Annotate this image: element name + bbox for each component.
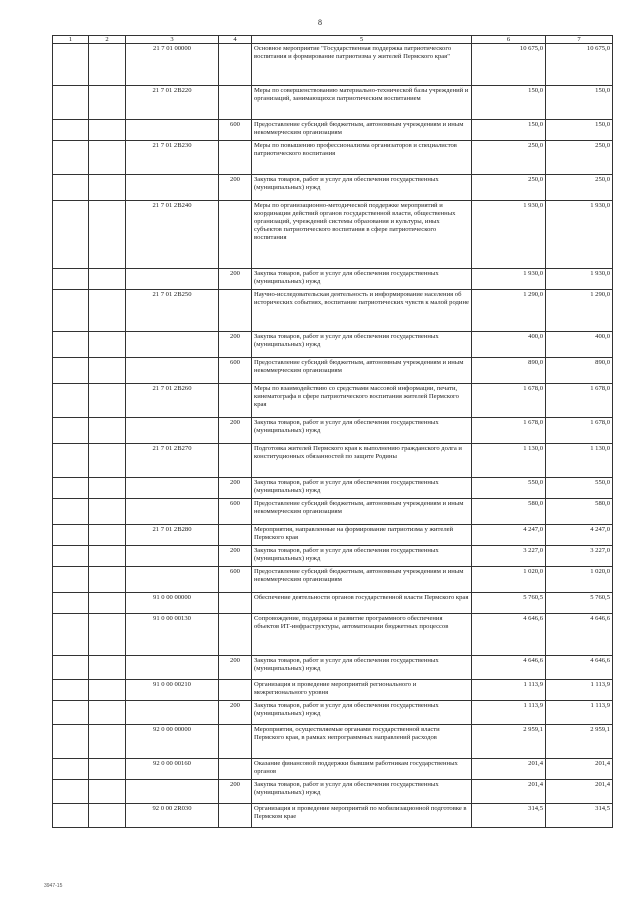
value-cell: 1 113,9 bbox=[472, 680, 546, 701]
column-header: 3 bbox=[126, 36, 219, 44]
code-cell bbox=[126, 120, 219, 141]
header-row bbox=[53, 36, 613, 44]
empty-cell bbox=[89, 680, 126, 701]
empty-cell bbox=[53, 444, 89, 478]
empty-cell bbox=[53, 358, 89, 384]
empty-cell bbox=[53, 175, 89, 201]
value-cell: 550,0 bbox=[472, 478, 546, 499]
value-cell: 1 678,0 bbox=[472, 418, 546, 444]
type-cell: 200 bbox=[219, 418, 252, 444]
empty-cell bbox=[53, 418, 89, 444]
code-cell bbox=[126, 546, 219, 567]
code-cell: 21 7 01 2В220 bbox=[126, 86, 219, 120]
code-cell: 21 7 01 2В280 bbox=[126, 525, 219, 546]
value-cell: 314,5 bbox=[546, 804, 613, 828]
code-cell bbox=[126, 418, 219, 444]
table-row bbox=[53, 332, 613, 358]
code-cell bbox=[126, 780, 219, 804]
type-cell: 200 bbox=[219, 780, 252, 804]
name-cell: Закупка товаров, работ и услуг для обеспечения государственных (муниципальных) нужд bbox=[252, 656, 472, 680]
value-cell: 250,0 bbox=[472, 175, 546, 201]
value-cell: 1 678,0 bbox=[472, 384, 546, 418]
value-cell: 580,0 bbox=[472, 499, 546, 525]
table-row bbox=[53, 804, 613, 828]
value-cell: 4 646,6 bbox=[546, 656, 613, 680]
code-cell: 21 7 01 2В250 bbox=[126, 290, 219, 332]
code-cell: 92 0 00 2R030 bbox=[126, 804, 219, 828]
name-cell: Предоставление субсидий бюджетным, автономным учреждениям и иным некоммерческим организациям bbox=[252, 499, 472, 525]
code-cell: 91 0 00 00130 bbox=[126, 614, 219, 656]
empty-cell bbox=[89, 499, 126, 525]
footer-code: 3947-15 bbox=[44, 883, 63, 889]
name-cell: Основное мероприятие "Государственная поддержка патриотического воспитания и формирование патриотизма у жителей Пермского края" bbox=[252, 44, 472, 86]
column-header: 4 bbox=[219, 36, 252, 44]
value-cell: 1 930,0 bbox=[472, 201, 546, 269]
table-row bbox=[53, 201, 613, 269]
value-cell: 1 678,0 bbox=[546, 418, 613, 444]
value-cell: 400,0 bbox=[472, 332, 546, 358]
value-cell: 1 290,0 bbox=[472, 290, 546, 332]
value-cell: 1 113,9 bbox=[472, 701, 546, 725]
value-cell: 1 130,0 bbox=[546, 444, 613, 478]
empty-cell bbox=[89, 804, 126, 828]
value-cell: 150,0 bbox=[472, 120, 546, 141]
type-cell: 600 bbox=[219, 499, 252, 525]
name-cell: Мероприятия, осуществляемые органами государственной власти Пермского края, в рамках непрограммных направлений расходов bbox=[252, 725, 472, 759]
empty-cell bbox=[53, 332, 89, 358]
empty-cell bbox=[53, 478, 89, 499]
type-cell: 200 bbox=[219, 701, 252, 725]
code-cell bbox=[126, 567, 219, 593]
table-row bbox=[53, 141, 613, 175]
name-cell: Закупка товаров, работ и услуг для обеспечения государственных (муниципальных) нужд bbox=[252, 175, 472, 201]
empty-cell bbox=[53, 44, 89, 86]
type-cell: 600 bbox=[219, 567, 252, 593]
table-row bbox=[53, 444, 613, 478]
table-row bbox=[53, 290, 613, 332]
value-cell: 250,0 bbox=[546, 141, 613, 175]
type-cell: 600 bbox=[219, 358, 252, 384]
empty-cell bbox=[53, 614, 89, 656]
type-cell bbox=[219, 593, 252, 614]
name-cell: Закупка товаров, работ и услуг для обеспечения государственных (муниципальных) нужд bbox=[252, 269, 472, 290]
empty-cell bbox=[89, 567, 126, 593]
name-cell: Предоставление субсидий бюджетным, автономным учреждениям и иным некоммерческим организациям bbox=[252, 358, 472, 384]
empty-cell bbox=[53, 525, 89, 546]
table-row bbox=[53, 418, 613, 444]
table-row bbox=[53, 358, 613, 384]
type-cell bbox=[219, 86, 252, 120]
empty-cell bbox=[53, 120, 89, 141]
code-cell: 91 0 00 00000 bbox=[126, 593, 219, 614]
empty-cell bbox=[89, 44, 126, 86]
value-cell: 4 646,6 bbox=[472, 614, 546, 656]
type-cell bbox=[219, 725, 252, 759]
name-cell: Закупка товаров, работ и услуг для обеспечения государственных (муниципальных) нужд bbox=[252, 546, 472, 567]
code-cell bbox=[126, 478, 219, 499]
value-cell: 1 130,0 bbox=[472, 444, 546, 478]
empty-cell bbox=[53, 759, 89, 780]
code-cell: 92 0 00 00000 bbox=[126, 725, 219, 759]
type-cell: 200 bbox=[219, 269, 252, 290]
empty-cell bbox=[53, 141, 89, 175]
value-cell: 4 646,6 bbox=[546, 614, 613, 656]
name-cell: Закупка товаров, работ и услуг для обеспечения государственных (муниципальных) нужд bbox=[252, 701, 472, 725]
value-cell: 4 646,6 bbox=[472, 656, 546, 680]
type-cell bbox=[219, 804, 252, 828]
code-cell bbox=[126, 332, 219, 358]
table-row bbox=[53, 546, 613, 567]
name-cell: Меры по повышению профессионализма организаторов и специалистов патриотического воспитания bbox=[252, 141, 472, 175]
code-cell: 21 7 01 2В260 bbox=[126, 384, 219, 418]
empty-cell bbox=[89, 141, 126, 175]
empty-cell bbox=[53, 86, 89, 120]
value-cell: 1 930,0 bbox=[546, 201, 613, 269]
table-body bbox=[53, 44, 613, 828]
value-cell: 1 020,0 bbox=[546, 567, 613, 593]
empty-cell bbox=[53, 680, 89, 701]
empty-cell bbox=[53, 656, 89, 680]
code-cell: 91 0 00 00210 bbox=[126, 680, 219, 701]
empty-cell bbox=[53, 725, 89, 759]
table-row bbox=[53, 725, 613, 759]
type-cell bbox=[219, 201, 252, 269]
value-cell: 201,4 bbox=[546, 759, 613, 780]
table-row bbox=[53, 780, 613, 804]
name-cell: Закупка товаров, работ и услуг для обеспечения государственных (муниципальных) нужд bbox=[252, 418, 472, 444]
type-cell bbox=[219, 444, 252, 478]
empty-cell bbox=[89, 201, 126, 269]
name-cell: Обеспечение деятельности органов государственной власти Пермского края bbox=[252, 593, 472, 614]
name-cell: Предоставление субсидий бюджетным, автономным учреждениям и иным некоммерческим организациям bbox=[252, 120, 472, 141]
type-cell: 200 bbox=[219, 175, 252, 201]
table-row bbox=[53, 44, 613, 86]
code-cell bbox=[126, 701, 219, 725]
table-row bbox=[53, 701, 613, 725]
table-row bbox=[53, 593, 613, 614]
empty-cell bbox=[89, 120, 126, 141]
value-cell: 5 760,5 bbox=[472, 593, 546, 614]
empty-cell bbox=[89, 525, 126, 546]
table-row bbox=[53, 478, 613, 499]
table-row bbox=[53, 525, 613, 546]
value-cell: 550,0 bbox=[546, 478, 613, 499]
empty-cell bbox=[53, 546, 89, 567]
table-row bbox=[53, 269, 613, 290]
name-cell: Научно-исследовательская деятельность и информирование населения об исторических событиях, воспитание патриотических чувств к малой родине bbox=[252, 290, 472, 332]
code-cell bbox=[126, 175, 219, 201]
name-cell: Закупка товаров, работ и услуг для обеспечения государственных (муниципальных) нужд bbox=[252, 332, 472, 358]
code-cell bbox=[126, 499, 219, 525]
table-row bbox=[53, 499, 613, 525]
column-header: 2 bbox=[89, 36, 126, 44]
value-cell: 400,0 bbox=[546, 332, 613, 358]
value-cell: 1 930,0 bbox=[472, 269, 546, 290]
table-row bbox=[53, 759, 613, 780]
empty-cell bbox=[53, 269, 89, 290]
type-cell bbox=[219, 680, 252, 701]
value-cell: 150,0 bbox=[546, 86, 613, 120]
page-number: 8 bbox=[318, 18, 322, 27]
empty-cell bbox=[89, 701, 126, 725]
name-cell: Подготовка жителей Пермского края к выполнению гражданского долга и конституционных обязанностей по защите Родины bbox=[252, 444, 472, 478]
empty-cell bbox=[53, 804, 89, 828]
column-header: 1 bbox=[53, 36, 89, 44]
type-cell: 200 bbox=[219, 546, 252, 567]
empty-cell bbox=[53, 384, 89, 418]
table-row bbox=[53, 175, 613, 201]
name-cell: Оказание финансовой поддержки бывшим работникам государственных органов bbox=[252, 759, 472, 780]
table-row bbox=[53, 86, 613, 120]
empty-cell bbox=[89, 614, 126, 656]
column-header: 6 bbox=[472, 36, 546, 44]
name-cell: Закупка товаров, работ и услуг для обеспечения государственных (муниципальных) нужд bbox=[252, 478, 472, 499]
value-cell: 1 113,9 bbox=[546, 680, 613, 701]
column-header: 7 bbox=[546, 36, 613, 44]
value-cell: 2 959,1 bbox=[546, 725, 613, 759]
empty-cell bbox=[53, 499, 89, 525]
type-cell bbox=[219, 614, 252, 656]
value-cell: 201,4 bbox=[472, 759, 546, 780]
empty-cell bbox=[89, 546, 126, 567]
table-row bbox=[53, 680, 613, 701]
code-cell bbox=[126, 656, 219, 680]
value-cell: 1 930,0 bbox=[546, 269, 613, 290]
value-cell: 1 678,0 bbox=[546, 384, 613, 418]
value-cell: 580,0 bbox=[546, 499, 613, 525]
code-cell: 92 0 00 00160 bbox=[126, 759, 219, 780]
value-cell: 10 675,0 bbox=[472, 44, 546, 86]
table-row bbox=[53, 656, 613, 680]
type-cell: 200 bbox=[219, 478, 252, 499]
code-cell: 21 7 01 2В230 bbox=[126, 141, 219, 175]
value-cell: 1 020,0 bbox=[472, 567, 546, 593]
name-cell: Организация и проведение мероприятий регионального и межрегионального уровня bbox=[252, 680, 472, 701]
empty-cell bbox=[89, 478, 126, 499]
name-cell: Мероприятия, направленные на формирование патриотизма у жителей Пермского края bbox=[252, 525, 472, 546]
value-cell: 5 760,5 bbox=[546, 593, 613, 614]
table-row bbox=[53, 614, 613, 656]
empty-cell bbox=[89, 418, 126, 444]
code-cell: 21 7 01 2В240 bbox=[126, 201, 219, 269]
name-cell: Меры по взаимодействию со средствами массовой информации, печати, кинематографа в сфере патриотического воспитания жителей Пермского края bbox=[252, 384, 472, 418]
empty-cell bbox=[53, 593, 89, 614]
type-cell: 200 bbox=[219, 332, 252, 358]
name-cell: Организация и проведение мероприятий по мобилизационной подготовке в Пермском крае bbox=[252, 804, 472, 828]
value-cell: 4 247,0 bbox=[546, 525, 613, 546]
empty-cell bbox=[89, 593, 126, 614]
value-cell: 890,0 bbox=[546, 358, 613, 384]
type-cell bbox=[219, 525, 252, 546]
empty-cell bbox=[89, 656, 126, 680]
type-cell bbox=[219, 759, 252, 780]
value-cell: 201,4 bbox=[546, 780, 613, 804]
empty-cell bbox=[89, 384, 126, 418]
value-cell: 2 959,1 bbox=[472, 725, 546, 759]
value-cell: 150,0 bbox=[472, 86, 546, 120]
table-row bbox=[53, 567, 613, 593]
value-cell: 201,4 bbox=[472, 780, 546, 804]
type-cell bbox=[219, 141, 252, 175]
value-cell: 150,0 bbox=[546, 120, 613, 141]
empty-cell bbox=[53, 701, 89, 725]
name-cell: Предоставление субсидий бюджетным, автономным учреждениям и иным некоммерческим организациям bbox=[252, 567, 472, 593]
empty-cell bbox=[89, 780, 126, 804]
empty-cell bbox=[89, 269, 126, 290]
code-cell bbox=[126, 269, 219, 290]
name-cell: Сопровождение, поддержка и развитие программного обеспечения объектов ИТ-инфраструктуры, автоматизации бюджетных процессов bbox=[252, 614, 472, 656]
empty-cell bbox=[89, 358, 126, 384]
empty-cell bbox=[53, 780, 89, 804]
empty-cell bbox=[53, 567, 89, 593]
name-cell: Меры по организационно-методической поддержке мероприятий и координации действий органов государственной власти, общественных организаций, учреждений системы образования и культуры, иных субъектов патриотического воспитания в сфере патриотического воспитания bbox=[252, 201, 472, 269]
value-cell: 3 227,0 bbox=[472, 546, 546, 567]
empty-cell bbox=[89, 175, 126, 201]
value-cell: 10 675,0 bbox=[546, 44, 613, 86]
value-cell: 1 113,9 bbox=[546, 701, 613, 725]
value-cell: 250,0 bbox=[472, 141, 546, 175]
empty-cell bbox=[89, 86, 126, 120]
table-row bbox=[53, 120, 613, 141]
type-cell bbox=[219, 44, 252, 86]
value-cell: 3 227,0 bbox=[546, 546, 613, 567]
empty-cell bbox=[53, 290, 89, 332]
name-cell: Меры по совершенствованию материально-технической базы учреждений и организаций, занимающихся патриотическим воспитанием bbox=[252, 86, 472, 120]
value-cell: 250,0 bbox=[546, 175, 613, 201]
value-cell: 314,5 bbox=[472, 804, 546, 828]
code-cell: 21 7 01 00000 bbox=[126, 44, 219, 86]
type-cell bbox=[219, 384, 252, 418]
value-cell: 1 290,0 bbox=[546, 290, 613, 332]
empty-cell bbox=[53, 201, 89, 269]
value-cell: 4 247,0 bbox=[472, 525, 546, 546]
type-cell bbox=[219, 290, 252, 332]
type-cell: 200 bbox=[219, 656, 252, 680]
budget-table bbox=[52, 35, 613, 828]
empty-cell bbox=[89, 759, 126, 780]
code-cell: 21 7 01 2В270 bbox=[126, 444, 219, 478]
name-cell: Закупка товаров, работ и услуг для обеспечения государственных (муниципальных) нужд bbox=[252, 780, 472, 804]
empty-cell bbox=[89, 725, 126, 759]
type-cell: 600 bbox=[219, 120, 252, 141]
column-header: 5 bbox=[252, 36, 472, 44]
code-cell bbox=[126, 358, 219, 384]
empty-cell bbox=[89, 444, 126, 478]
value-cell: 890,0 bbox=[472, 358, 546, 384]
empty-cell bbox=[89, 332, 126, 358]
empty-cell bbox=[89, 290, 126, 332]
table-row bbox=[53, 384, 613, 418]
